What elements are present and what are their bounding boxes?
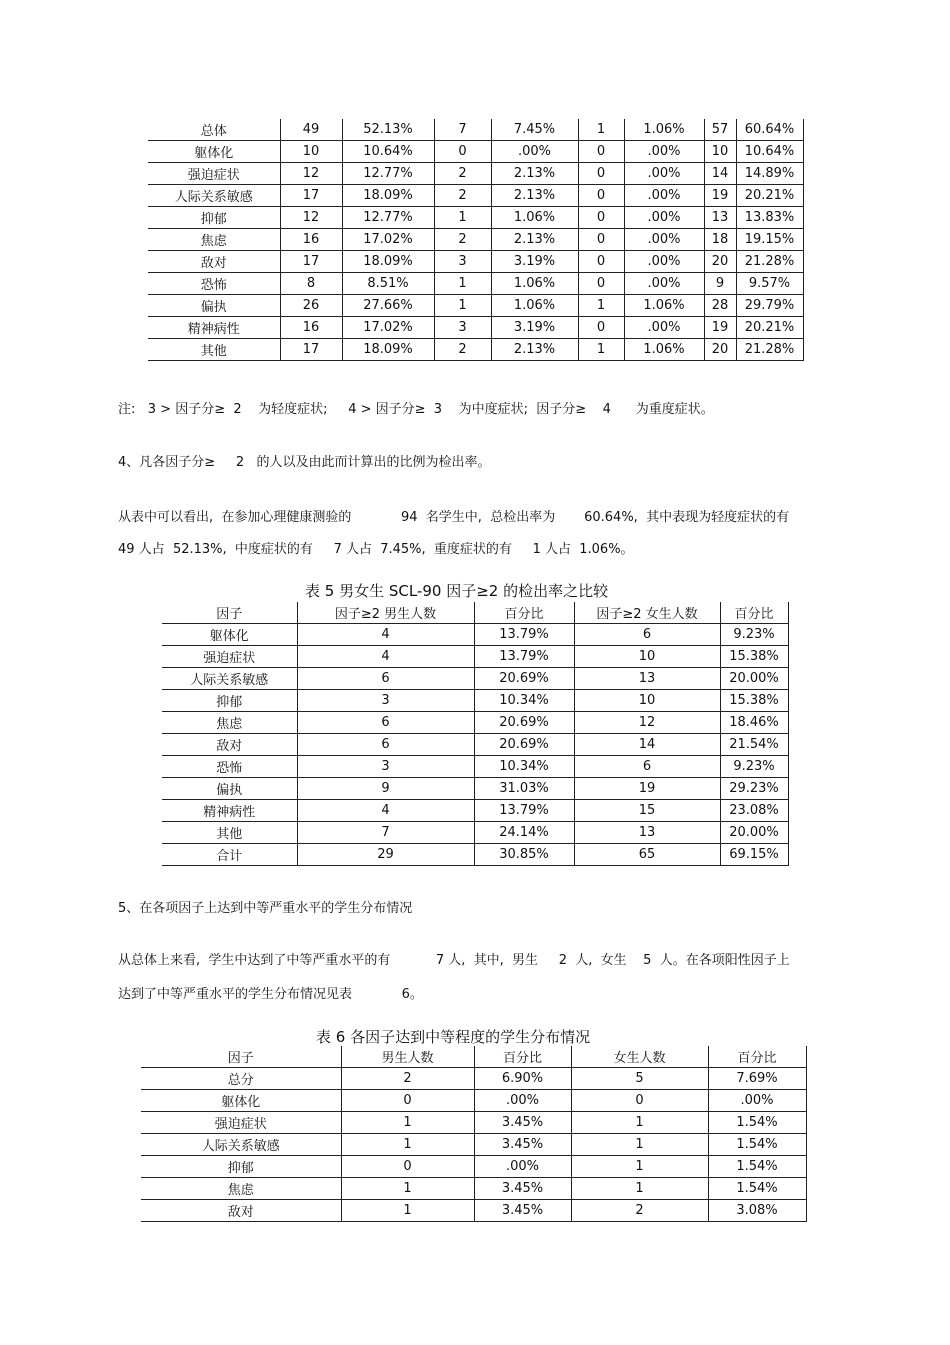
value-cell: 8.51%: [342, 273, 434, 295]
factor-cell: 躯体化: [141, 1090, 341, 1112]
value-cell: 13.79%: [474, 800, 574, 822]
value-cell: 65: [574, 844, 720, 866]
value-cell: 0: [341, 1090, 474, 1112]
factor-cell: 强迫症状: [141, 1112, 341, 1134]
value-cell: 17.02%: [342, 229, 434, 251]
value-cell: 2: [341, 1068, 474, 1090]
table-row: [162, 756, 788, 778]
value-cell: 10: [574, 646, 720, 668]
value-cell: 1.06%: [491, 207, 578, 229]
value-cell: 3: [297, 756, 474, 778]
value-cell: 0: [434, 141, 491, 163]
table-header-row: [162, 602, 788, 624]
paragraph-2-line-1: 从总体上来看, 学生中达到了中等严重水平的有 7 人, 其中, 男生 2 人, 女生 5 人。在各项阳性因子上: [118, 953, 790, 968]
value-cell: 13: [574, 668, 720, 690]
factor-cell: 恐怖: [162, 756, 297, 778]
value-cell: 21.28%: [736, 251, 803, 273]
factor-cell: 人际关系敏感: [141, 1134, 341, 1156]
value-cell: 1: [571, 1178, 708, 1200]
factor-cell: 总体: [148, 119, 280, 141]
value-cell: 15.38%: [720, 690, 788, 712]
table-5-caption: 表 5 男女生 SCL-90 因子≥2 的检出率之比较: [305, 582, 609, 600]
value-cell: 27.66%: [342, 295, 434, 317]
value-cell: .00%: [624, 207, 704, 229]
value-cell: 13.79%: [474, 624, 574, 646]
table-row: [141, 1156, 806, 1178]
column-header: 百分比: [474, 602, 574, 624]
table-row: [141, 1112, 806, 1134]
table-row: [148, 207, 803, 229]
value-cell: 13: [704, 207, 736, 229]
value-cell: 16: [280, 229, 342, 251]
value-cell: 0: [571, 1090, 708, 1112]
value-cell: 2: [434, 339, 491, 361]
value-cell: 18.46%: [720, 712, 788, 734]
value-cell: 6.90%: [474, 1068, 571, 1090]
value-cell: 1.54%: [708, 1134, 806, 1156]
value-cell: 10.34%: [474, 690, 574, 712]
section-4-heading: 4、凡各因子分≥ 2 的人以及由此而计算出的比例为检出率。: [118, 455, 491, 470]
value-cell: 3.19%: [491, 251, 578, 273]
value-cell: 2.13%: [491, 163, 578, 185]
value-cell: 17: [280, 339, 342, 361]
value-cell: 60.64%: [736, 119, 803, 141]
value-cell: 19: [574, 778, 720, 800]
value-cell: 1.54%: [708, 1178, 806, 1200]
factor-cell: 总分: [141, 1068, 341, 1090]
table-row: [162, 822, 788, 844]
value-cell: 0: [578, 251, 624, 273]
value-cell: 26: [280, 295, 342, 317]
table-row: [162, 668, 788, 690]
value-cell: 0: [578, 185, 624, 207]
value-cell: 9.57%: [736, 273, 803, 295]
value-cell: 2: [434, 185, 491, 207]
value-cell: 1: [434, 273, 491, 295]
value-cell: 31.03%: [474, 778, 574, 800]
value-cell: 29.23%: [720, 778, 788, 800]
value-cell: 57: [704, 119, 736, 141]
value-cell: 24.14%: [474, 822, 574, 844]
value-cell: 3: [434, 251, 491, 273]
column-header: 因子≥2 男生人数: [297, 602, 474, 624]
value-cell: .00%: [624, 229, 704, 251]
value-cell: 10: [280, 141, 342, 163]
value-cell: 18.09%: [342, 339, 434, 361]
value-cell: 1.06%: [624, 119, 704, 141]
table-row: [141, 1178, 806, 1200]
value-cell: 19: [704, 185, 736, 207]
value-cell: 1.06%: [624, 339, 704, 361]
value-cell: 1: [434, 295, 491, 317]
value-cell: 17.02%: [342, 317, 434, 339]
table-row: [162, 800, 788, 822]
factor-cell: 强迫症状: [148, 163, 280, 185]
value-cell: 0: [578, 229, 624, 251]
value-cell: 10: [574, 690, 720, 712]
value-cell: 2.13%: [491, 339, 578, 361]
value-cell: 4: [297, 800, 474, 822]
table-row: [148, 295, 803, 317]
value-cell: 12: [280, 163, 342, 185]
value-cell: 1: [578, 339, 624, 361]
value-cell: 9: [297, 778, 474, 800]
value-cell: 12: [574, 712, 720, 734]
column-header: 因子≥2 女生人数: [574, 602, 720, 624]
value-cell: 21.28%: [736, 339, 803, 361]
value-cell: .00%: [624, 185, 704, 207]
value-cell: 20.21%: [736, 317, 803, 339]
column-header: 百分比: [474, 1046, 571, 1068]
value-cell: 0: [578, 317, 624, 339]
factor-cell: 敌对: [148, 251, 280, 273]
value-cell: 2: [434, 229, 491, 251]
table-6-caption: 表 6 各因子达到中等程度的学生分布情况: [316, 1028, 591, 1046]
moderate-distribution-table: [141, 1046, 807, 1222]
value-cell: 1.06%: [624, 295, 704, 317]
factor-cell: 焦虑: [141, 1178, 341, 1200]
value-cell: 6: [297, 712, 474, 734]
factor-cell: 偏执: [148, 295, 280, 317]
severity-note: 注: 3 > 因子分≥ 2 为轻度症状; 4 > 因子分≥ 3 为中度症状; 因子分≥ 4 为重度症状。: [118, 402, 714, 417]
column-header: 男生人数: [341, 1046, 474, 1068]
section-5-heading: 5、在各项因子上达到中等严重水平的学生分布情况: [118, 901, 413, 916]
value-cell: 7.69%: [708, 1068, 806, 1090]
value-cell: 13: [574, 822, 720, 844]
value-cell: 15: [574, 800, 720, 822]
value-cell: .00%: [624, 317, 704, 339]
value-cell: 23.08%: [720, 800, 788, 822]
value-cell: 1.54%: [708, 1112, 806, 1134]
value-cell: 3.19%: [491, 317, 578, 339]
value-cell: 1: [341, 1112, 474, 1134]
value-cell: 20.00%: [720, 668, 788, 690]
value-cell: 2: [434, 163, 491, 185]
value-cell: 1.06%: [491, 273, 578, 295]
value-cell: 14: [704, 163, 736, 185]
value-cell: 18.09%: [342, 251, 434, 273]
factor-cell: 精神病性: [162, 800, 297, 822]
value-cell: 1: [341, 1200, 474, 1222]
factor-cell: 敌对: [162, 734, 297, 756]
value-cell: 20.69%: [474, 668, 574, 690]
value-cell: 1: [578, 119, 624, 141]
factor-cell: 抑郁: [148, 207, 280, 229]
factor-cell: 合计: [162, 844, 297, 866]
factor-cell: 人际关系敏感: [162, 668, 297, 690]
value-cell: 28: [704, 295, 736, 317]
value-cell: 7.45%: [491, 119, 578, 141]
value-cell: 9.23%: [720, 624, 788, 646]
table-row: [141, 1068, 806, 1090]
value-cell: 0: [578, 273, 624, 295]
factor-cell: 精神病性: [148, 317, 280, 339]
value-cell: 6: [297, 668, 474, 690]
value-cell: 18: [704, 229, 736, 251]
value-cell: 3: [434, 317, 491, 339]
column-header: 百分比: [708, 1046, 806, 1068]
table-row: [148, 141, 803, 163]
factor-cell: 焦虑: [162, 712, 297, 734]
factor-cell: 焦虑: [148, 229, 280, 251]
factor-cell: 敌对: [141, 1200, 341, 1222]
table-row: [162, 778, 788, 800]
value-cell: 7: [297, 822, 474, 844]
value-cell: .00%: [624, 273, 704, 295]
value-cell: 10.64%: [736, 141, 803, 163]
value-cell: .00%: [708, 1090, 806, 1112]
value-cell: 29: [297, 844, 474, 866]
value-cell: 30.85%: [474, 844, 574, 866]
factor-cell: 恐怖: [148, 273, 280, 295]
value-cell: 10.34%: [474, 756, 574, 778]
value-cell: 6: [297, 734, 474, 756]
factor-cell: 抑郁: [141, 1156, 341, 1178]
value-cell: 3.45%: [474, 1178, 571, 1200]
value-cell: 1: [571, 1112, 708, 1134]
value-cell: 20.69%: [474, 712, 574, 734]
value-cell: 17: [280, 185, 342, 207]
value-cell: 14: [574, 734, 720, 756]
value-cell: 1: [571, 1156, 708, 1178]
value-cell: 69.15%: [720, 844, 788, 866]
value-cell: 3.08%: [708, 1200, 806, 1222]
column-header: 因子: [141, 1046, 341, 1068]
value-cell: .00%: [491, 141, 578, 163]
factor-cell: 人际关系敏感: [148, 185, 280, 207]
value-cell: .00%: [474, 1156, 571, 1178]
value-cell: 0: [578, 163, 624, 185]
table-row: [162, 844, 788, 866]
factor-cell: 其他: [148, 339, 280, 361]
table-row: [148, 229, 803, 251]
table-row: [148, 119, 803, 141]
value-cell: 10: [704, 141, 736, 163]
value-cell: 15.38%: [720, 646, 788, 668]
value-cell: 17: [280, 251, 342, 273]
value-cell: 20: [704, 339, 736, 361]
value-cell: 3.45%: [474, 1112, 571, 1134]
value-cell: 9: [704, 273, 736, 295]
value-cell: 0: [578, 141, 624, 163]
factor-cell: 抑郁: [162, 690, 297, 712]
value-cell: 4: [297, 624, 474, 646]
table-row: [162, 712, 788, 734]
value-cell: 1: [434, 207, 491, 229]
value-cell: .00%: [624, 251, 704, 273]
value-cell: 10.64%: [342, 141, 434, 163]
value-cell: 20.21%: [736, 185, 803, 207]
value-cell: 1: [341, 1178, 474, 1200]
table-row: [162, 734, 788, 756]
column-header: 百分比: [720, 602, 788, 624]
paragraph-1-line-1: 从表中可以看出, 在参加心理健康测验的 94 名学生中, 总检出率为 60.64%, 其中表现为轻度症状的有: [118, 510, 790, 525]
table-header-row: [141, 1046, 806, 1068]
table-row: [141, 1090, 806, 1112]
value-cell: 29.79%: [736, 295, 803, 317]
value-cell: 5: [571, 1068, 708, 1090]
value-cell: 6: [574, 624, 720, 646]
gender-detection-table: [162, 602, 789, 866]
value-cell: 13.79%: [474, 646, 574, 668]
value-cell: 1.06%: [491, 295, 578, 317]
value-cell: 0: [578, 207, 624, 229]
value-cell: 16: [280, 317, 342, 339]
value-cell: 21.54%: [720, 734, 788, 756]
table-row: [148, 185, 803, 207]
value-cell: 52.13%: [342, 119, 434, 141]
value-cell: 1.54%: [708, 1156, 806, 1178]
value-cell: 20.69%: [474, 734, 574, 756]
value-cell: 18.09%: [342, 185, 434, 207]
value-cell: .00%: [474, 1090, 571, 1112]
value-cell: .00%: [624, 163, 704, 185]
column-header: 女生人数: [571, 1046, 708, 1068]
table-row: [162, 690, 788, 712]
value-cell: 12.77%: [342, 207, 434, 229]
value-cell: 1: [571, 1134, 708, 1156]
value-cell: 1: [341, 1134, 474, 1156]
factor-cell: 躯体化: [148, 141, 280, 163]
factor-cell: 偏执: [162, 778, 297, 800]
value-cell: 49: [280, 119, 342, 141]
value-cell: 6: [574, 756, 720, 778]
value-cell: 3.45%: [474, 1134, 571, 1156]
value-cell: 20.00%: [720, 822, 788, 844]
table-row: [141, 1200, 806, 1222]
value-cell: .00%: [624, 141, 704, 163]
value-cell: 19.15%: [736, 229, 803, 251]
table-row: [148, 251, 803, 273]
value-cell: 7: [434, 119, 491, 141]
table-row: [148, 273, 803, 295]
table-row: [148, 317, 803, 339]
value-cell: 2.13%: [491, 229, 578, 251]
value-cell: 12.77%: [342, 163, 434, 185]
factor-cell: 其他: [162, 822, 297, 844]
table-row: [162, 624, 788, 646]
value-cell: 8: [280, 273, 342, 295]
paragraph-1-line-2: 49 人占 52.13%, 中度症状的有 7 人占 7.45%, 重度症状的有 1 人占 1.06%。: [118, 542, 634, 557]
column-header: 因子: [162, 602, 297, 624]
value-cell: 12: [280, 207, 342, 229]
value-cell: 3: [297, 690, 474, 712]
value-cell: 1: [578, 295, 624, 317]
table-row: [141, 1134, 806, 1156]
table-row: [162, 646, 788, 668]
value-cell: 14.89%: [736, 163, 803, 185]
value-cell: 0: [341, 1156, 474, 1178]
value-cell: 2: [571, 1200, 708, 1222]
paragraph-2-line-2: 达到了中等严重水平的学生分布情况见表 6。: [118, 987, 423, 1002]
value-cell: 9.23%: [720, 756, 788, 778]
value-cell: 4: [297, 646, 474, 668]
value-cell: 19: [704, 317, 736, 339]
table-row: [148, 339, 803, 361]
table-row: [148, 163, 803, 185]
detection-table: [148, 119, 804, 361]
value-cell: 20: [704, 251, 736, 273]
value-cell: 2.13%: [491, 185, 578, 207]
factor-cell: 强迫症状: [162, 646, 297, 668]
value-cell: 13.83%: [736, 207, 803, 229]
value-cell: 3.45%: [474, 1200, 571, 1222]
factor-cell: 躯体化: [162, 624, 297, 646]
